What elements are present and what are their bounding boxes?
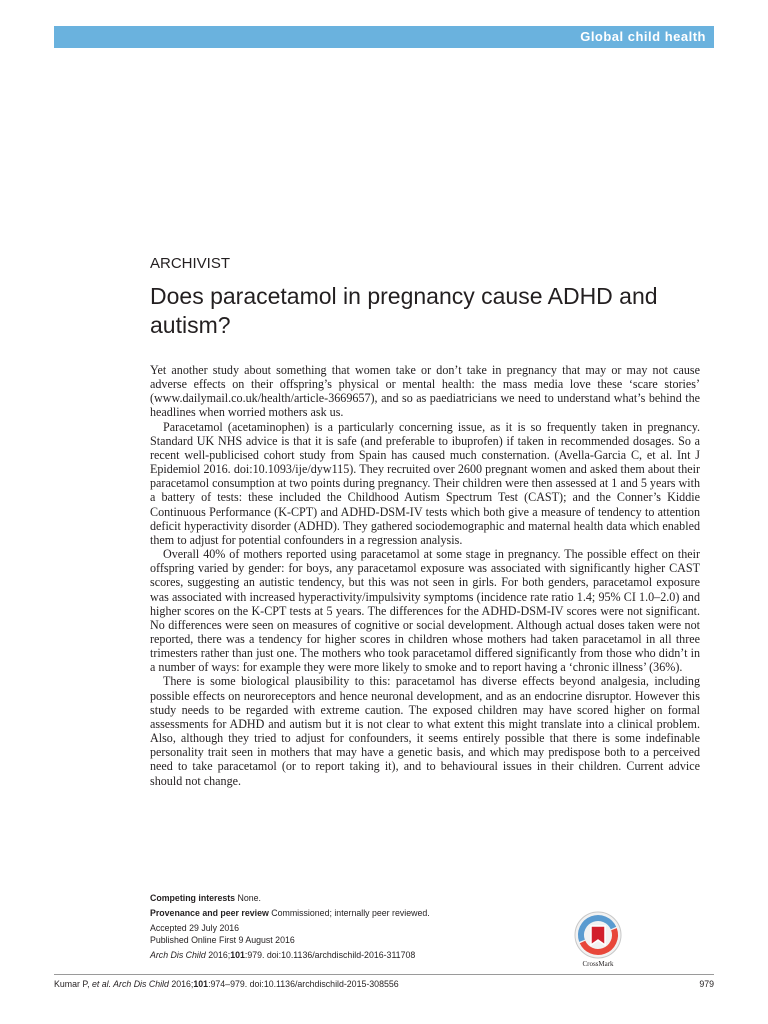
citation-volume: 101 bbox=[230, 950, 245, 960]
journal-name: Arch Dis Child bbox=[150, 950, 206, 960]
competing-interests-value: None. bbox=[237, 893, 261, 903]
body-paragraph: Yet another study about something that women take or don’t take in pregnancy that may or may not cause adverse effects on their offspring’s physical or mental health: the mass media love these ‘scare stories’ (www.dailymail.co.uk/health/article-3669657), and so as paediatricians we need to understand what’s behind the headlines when worried mothers ask us. bbox=[150, 363, 700, 420]
footer-authors: Kumar P, bbox=[54, 979, 92, 989]
published-date: Published Online First 9 August 2016 bbox=[150, 935, 295, 945]
footer-divider bbox=[54, 974, 714, 975]
footer-year: 2016; bbox=[168, 979, 194, 989]
article-body bbox=[150, 363, 700, 788]
crossmark-label: CrossMark bbox=[582, 960, 614, 968]
competing-interests-label: Competing interests bbox=[150, 893, 236, 903]
footer-volume: 101 bbox=[193, 979, 209, 989]
body-paragraph: Overall 40% of mothers reported using paracetamol at some stage in pregnancy. The possible effect on their offspring varied by gender: for boys, any paracetamol exposure was associated with significantly higher CAST scores, suggesting an autistic tendency, but this was not seen in girls. For both genders, paracetamol exposure was associated with increased hyperactivity/impulsivity symptoms (incidence rate ratio 1.4; 95% CI 1.0–2.0) and higher scores on the K-CPT tests at 5 years. The differences for the ADHD-DSM-IV scores were not significant. No differences were seen on measures of cognitive or social development. Although actual doses taken were not reported, there was a tendency for higher scores in children whose mothers had taken paracetamol in all three trimesters rather than just one. The mothers who took paracetamol differed significantly from those who didn’t in a number of ways: for example they were more likely to smoke and to report having a ‘chronic illness’ (36%). bbox=[150, 547, 700, 675]
provenance bbox=[150, 907, 570, 919]
journal-section-banner bbox=[54, 26, 714, 48]
provenance-value: Commissioned; internally peer reviewed. bbox=[271, 908, 430, 918]
body-paragraph: There is some biological plausibility to this: paracetamol has diverse effects beyond analgesia, including possible effects on neuroreceptors and hence neuronal development, and as an endocrine disruptor. However this study needs to be regarded with extreme caution. The exposed children may have scored higher on formal assessments for ADHD and autism but it is not clear to what extent this might translate into a clinical problem. Also, although they tried to adjust for confounders, it seems entirely possible that there is some indefinable personality trait seen in mothers that may have a genetic basis, and which may predispose both to a perceived need to take paracetamol (or to report taking it), and to behavioural issues in their children. Current advice should not change. bbox=[150, 674, 700, 788]
citation-doi: :979. doi:10.1136/archdischild-2016-311708 bbox=[244, 950, 416, 960]
article-citation bbox=[150, 949, 570, 961]
footer-doi: :974–979. doi:10.1136/archdischild-2015-308556 bbox=[208, 979, 399, 989]
footer-citation bbox=[54, 979, 399, 989]
competing-interests bbox=[150, 892, 570, 904]
section-title: Global child health bbox=[580, 29, 706, 44]
article-metadata bbox=[150, 892, 570, 961]
footer-journal: et al. Arch Dis Child bbox=[91, 979, 169, 989]
provenance-label: Provenance and peer review bbox=[150, 908, 269, 918]
body-paragraph: Paracetamol (acetaminophen) is a particularly concerning issue, as it is so frequently taken in pregnancy. Standard UK NHS advice is that it is safe (and preferable to ibuprofen) if taken in recommended dosages. So a recent well-publicised cohort study from Spain has caused much consternation. (Avella-Garcia C, et al. Int J Epidemiol 2016. doi:10.1093/ije/dyw115). They recruited over 2600 pregnant women and asked them about their paracetamol consumption at two points during pregnancy. Their children were then assessed at 1 and 5 years with a battery of tests: these included the Childhood Autism Spectrum Test (CAST); and the Conner’s Kiddie Continuous Performance (K-CPT) and ADHD-DSM-IV tests which both give a measure of tendency to attention deficit hyperactivity disorder (ADHD). They gathered sociodemographic and maternal health data which enabled them to adjust for potential confounders in a regression analysis. bbox=[150, 419, 700, 547]
article-title: Does paracetamol in pregnancy cause ADHD and autism? bbox=[150, 283, 658, 338]
citation-year: 2016; bbox=[208, 950, 231, 960]
article-category: ARCHIVIST bbox=[150, 255, 231, 272]
page-number: 979 bbox=[699, 979, 714, 989]
crossmark-logo[interactable] bbox=[574, 911, 622, 959]
accepted-date: Accepted 29 July 2016 bbox=[150, 923, 240, 933]
